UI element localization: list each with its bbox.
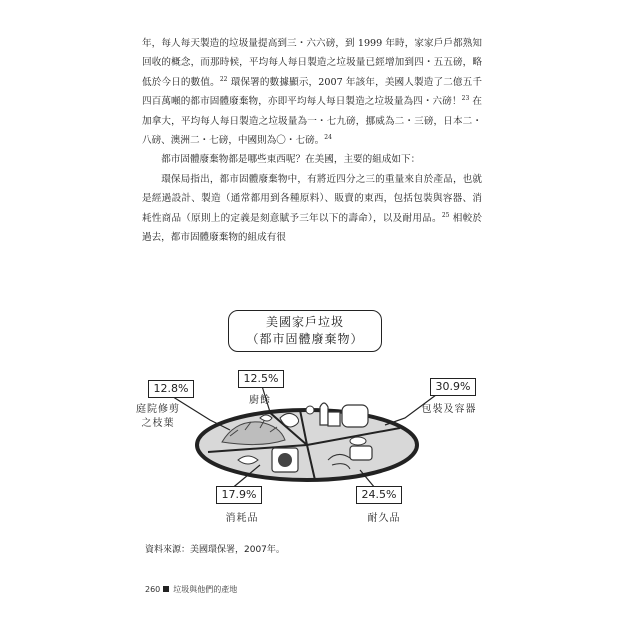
footnote-ref: 23 <box>461 95 470 103</box>
figure-title-line-1: 美國家戶垃圾 <box>265 315 344 329</box>
paragraph-1-text-b: 環保署的數據顯示，2007 年該年，美國人製造了二億五千四百萬噸的都市固體廢棄物，亦即平均每人每日製造之垃圾量為四・六磅！ <box>142 76 482 108</box>
category-label-durable: 耐久品 <box>367 513 401 524</box>
waste-composition-figure <box>110 300 530 540</box>
pct-label-yard: 12.8% <box>148 380 194 398</box>
figure-title-box <box>228 310 382 352</box>
category-label-nondurable: 消耗品 <box>225 513 259 524</box>
category-label-yard-line-2: 之枝葉 <box>141 418 175 429</box>
pct-label-nondurable: 17.9% <box>216 486 262 504</box>
pct-label-packaging: 30.9% <box>430 378 476 396</box>
footnote-ref: 25 <box>441 211 450 219</box>
category-label-yard-line-1: 庭院修剪 <box>136 404 180 415</box>
pct-label-durable: 24.5% <box>356 486 402 504</box>
running-title: 垃圾與他們的產地 <box>173 585 238 594</box>
paragraph-3-text-a: 環保局指出，都市固體廢棄物中，有將近四分之三的重量來自於產品，也就是經過設計、製造（通常都用到各種原料）、販賣的東西，包括包裝與容器、消耗性商品（原則上的定義是刻意賦予三年以下的壽命），以及耐用品。 <box>142 173 482 224</box>
square-bullet-icon <box>163 586 169 592</box>
paragraph-1-text-a: 年，每人每天製造的垃圾量提高到三・六六磅，到 1999 年時，家家戶戶都熟知回收的概念，而那時候，平均每人每日製造之垃圾量已經增加到四・五五磅，略低於今日的數值。 <box>142 38 482 88</box>
figure-title-line-2: （都市固體廢棄物） <box>246 332 364 346</box>
category-label-food: 廚餘 <box>249 395 271 406</box>
footnote-ref: 24 <box>324 134 332 142</box>
pct-label-food: 12.5% <box>238 370 284 388</box>
page-footer <box>145 584 237 595</box>
category-label-packaging: 包裝及容器 <box>421 404 477 415</box>
category-label-yard <box>126 403 190 431</box>
paragraph-2: 都市固體廢棄物都是哪些東西呢？在美國，主要的組成如下： <box>161 154 421 166</box>
packaging-drawing <box>342 405 368 427</box>
figure-source: 資料來源：美國環保署，2007年。 <box>145 545 285 555</box>
footnote-ref: 22 <box>219 75 228 83</box>
body-text <box>142 34 482 247</box>
paragraph-1 <box>142 34 482 150</box>
durable-goods-drawing <box>350 446 372 460</box>
page-number: 260 <box>145 585 161 594</box>
paragraph-1-text-c: 在加拿大，平均每人每日製造之垃圾量為一・七九磅，挪威為二・三磅，日本二・八磅、澳洲二・七磅，中國則為〇・七磅。 <box>142 96 483 147</box>
paragraph-3 <box>142 170 482 248</box>
paragraph-3-text-b: 相較於過去，都市固體廢棄物的組成有很 <box>142 212 482 244</box>
